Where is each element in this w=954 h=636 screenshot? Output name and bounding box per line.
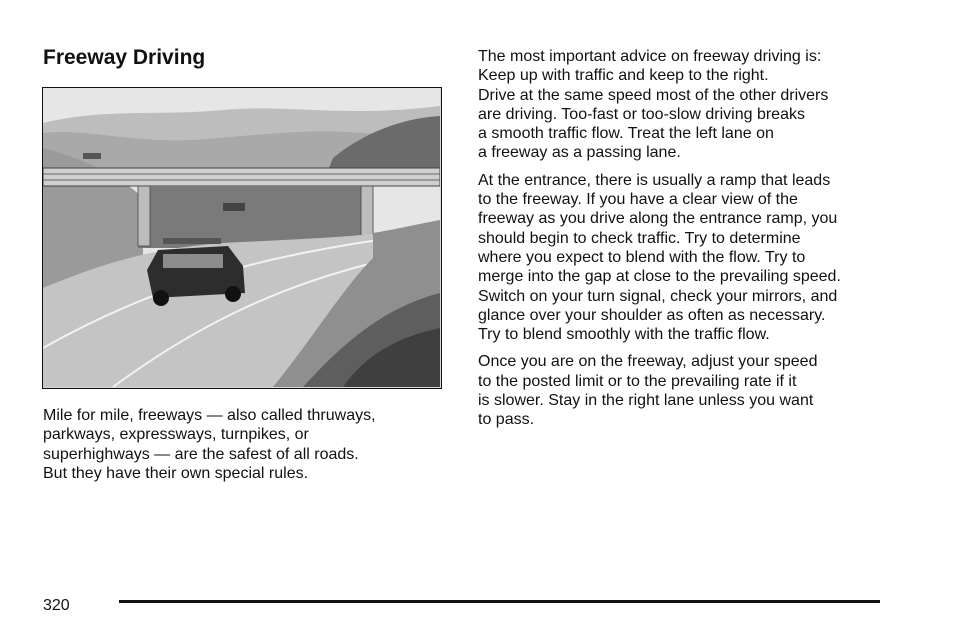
illustration-caption — [43, 406, 433, 483]
text-line: to the posted limit or to the prevailing rate if it — [478, 372, 797, 390]
caption-line: But they have their own special rules. — [43, 464, 309, 482]
text-line: Drive at the same speed most of the other drivers — [478, 86, 829, 104]
distant-vehicle — [223, 203, 245, 211]
text-line: Try to blend smoothly with the traffic flow. — [478, 326, 770, 344]
text-line: are driving. Too-fast or too-slow driving breaks — [478, 105, 805, 123]
text-line: where you expect to blend with the flow. Try to — [478, 248, 806, 266]
text-line: to pass. — [478, 411, 535, 429]
text-line: Once you are on the freeway, adjust your speed — [478, 353, 818, 371]
caption-line: Mile for mile, freeways — also called thruways, — [43, 407, 376, 424]
bridge-pillar-left — [138, 186, 150, 246]
body-paragraph-3 — [478, 352, 888, 429]
body-text-column — [478, 47, 888, 438]
text-line: to the freeway. If you have a clear view of the — [478, 191, 798, 209]
bridge-pillar-right — [361, 186, 373, 241]
section-title: Freeway Driving — [43, 46, 206, 69]
text-line: At the entrance, there is usually a ramp that leads — [478, 171, 831, 189]
caption-line: superhighways — are the safest of all roads. — [43, 445, 359, 463]
text-line: glance over your shoulder as often as necessary. — [478, 306, 826, 324]
text-line: a smooth traffic flow. Treat the left lane on — [478, 125, 774, 143]
text-line: The most important advice on freeway driving is: — [478, 48, 822, 65]
overpass-deck — [43, 168, 440, 186]
text-line: freeway as you drive along the entrance ramp, you — [478, 210, 838, 228]
text-line: Keep up with traffic and keep to the right. — [478, 67, 769, 85]
footer-rule — [119, 600, 880, 603]
freeway-scene-drawing — [43, 88, 440, 387]
text-line: should begin to check traffic. Try to determine — [478, 229, 801, 247]
text-line: merge into the gap at close to the prevailing speed. — [478, 268, 841, 286]
text-line: a freeway as a passing lane. — [478, 144, 681, 162]
body-paragraph-2 — [478, 171, 888, 345]
body-paragraph-1 — [478, 47, 888, 163]
text-line: is slower. Stay in the right lane unless you want — [478, 392, 814, 410]
text-line: Switch on your turn signal, check your mirrors, and — [478, 287, 838, 305]
far-vehicle — [83, 153, 101, 159]
caption-line: parkways, expressways, turnpikes, or — [43, 426, 309, 444]
freeway-illustration — [42, 87, 442, 389]
page-number: 320 — [43, 597, 70, 614]
